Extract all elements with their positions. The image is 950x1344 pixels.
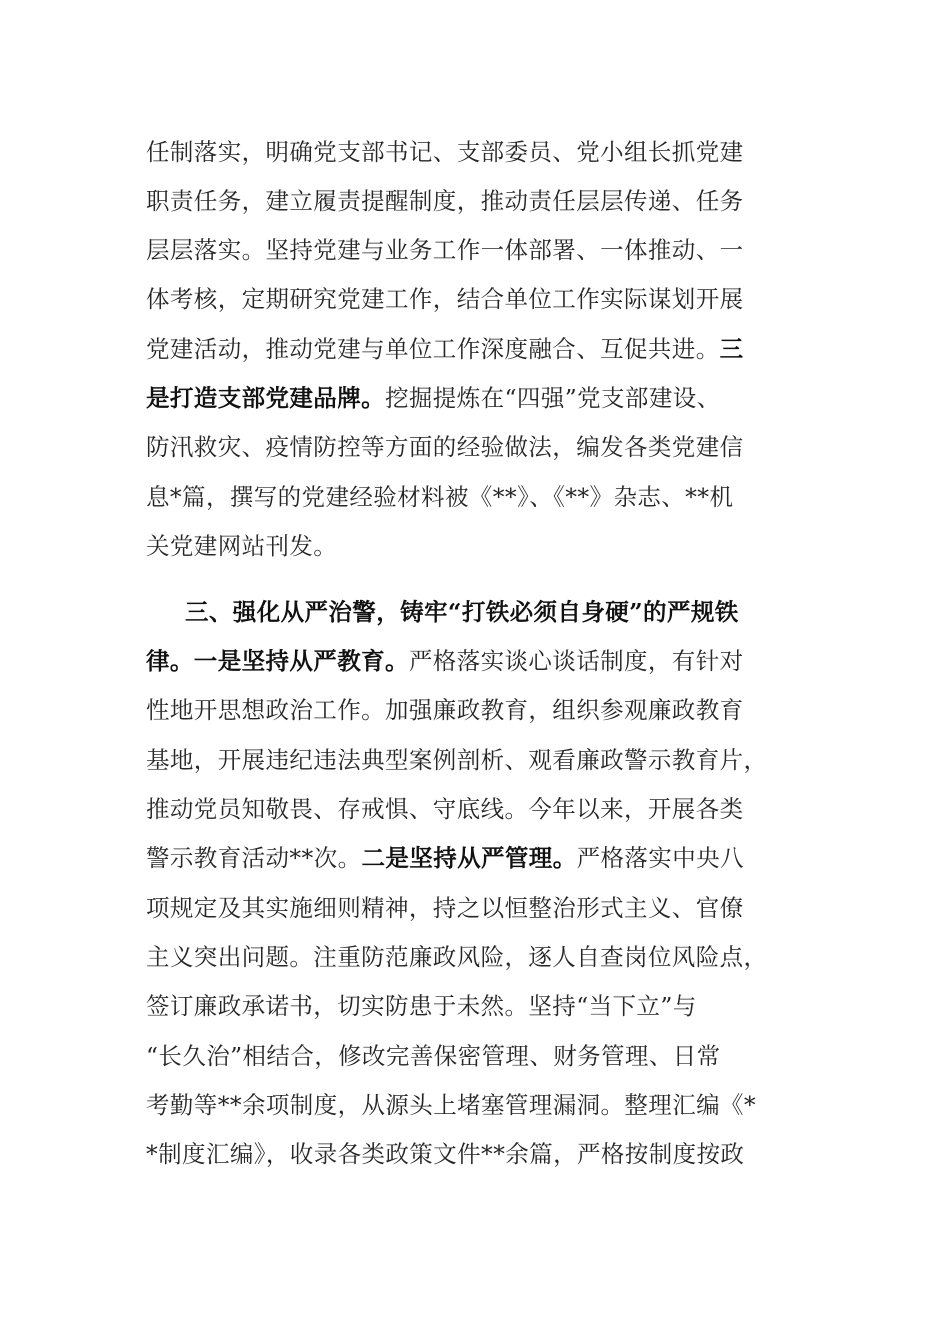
bold-heading-run: 二是坚持从严管理。 (361, 844, 577, 872)
text-line-4 (146, 275, 806, 324)
text-line-12 (146, 686, 806, 735)
text-line-21 (146, 1130, 806, 1179)
text-line-19 (146, 1032, 806, 1081)
text-line-1 (146, 128, 806, 177)
text-line-9 (146, 522, 806, 571)
text-run: “长久治”相结合，修改完善保密管理、财务管理、日常 (146, 1042, 721, 1070)
text-line-3 (146, 226, 806, 275)
text-run: 签订廉政承诺书，切实防患于未然。坚持“当下立”与 (146, 992, 697, 1020)
text-line-14 (146, 785, 806, 834)
text-line-2 (146, 177, 806, 226)
text-line-15 (146, 834, 806, 883)
text-run: 严格落实中央八 (576, 844, 744, 872)
section-heading-line (185, 588, 845, 637)
text-run: 基地，开展违纪违法典型案例剖析、观看廉政警示教育片， (146, 746, 768, 774)
text-line-11 (146, 637, 806, 686)
text-run: 主义突出问题。注重防范廉政风险，逐人自查岗位风险点， (146, 943, 768, 971)
bold-text-run: 三 (719, 335, 744, 363)
text-run: 项规定及其实施细则精神，持之以恒整治形式主义、官僚 (146, 894, 744, 922)
text-line-7 (146, 423, 806, 472)
text-line-6 (146, 374, 806, 423)
text-line-17 (146, 933, 806, 982)
text-line-8 (146, 473, 806, 522)
text-line-13 (146, 736, 806, 785)
text-run: 推动党员知敬畏、存戒惧、守底线。今年以来，开展各类 (146, 795, 744, 823)
text-run: 任制落实，明确党支部书记、支部委员、党小组长抓党建 (146, 138, 744, 166)
text-line-5 (146, 325, 806, 374)
bold-heading-run: 律。一是坚持从严教育。 (146, 647, 409, 675)
text-run: 职责任务，建立履责提醒制度，推动责任层层传递、任务 (146, 187, 744, 215)
text-run: 性地开思想政治工作。加强廉政教育，组织参观廉政教育 (146, 696, 744, 724)
text-run: 严格落实谈心谈话制度，有针对 (408, 647, 744, 675)
text-run: 考勤等**余项制度，从源头上堵塞管理漏洞。整理汇编《* (146, 1091, 757, 1119)
text-run: 防汛救灾、疫情防控等方面的经验做法，编发各类党建信 (146, 433, 744, 461)
text-run: 党建活动，推动党建与单位工作深度融合、互促共进。 (146, 335, 720, 363)
text-run: *制度汇编》，收录各类政策文件**余篇，严格按制度按政 (146, 1140, 745, 1168)
text-line-20 (146, 1081, 806, 1130)
section-heading-run: 三、强化从严治警，铸牢“打铁必须自身硬”的严规铁 (185, 598, 739, 626)
text-run: 警示教育活动**次。 (146, 844, 362, 872)
text-line-18 (146, 982, 806, 1031)
text-run: 层层落实。坚持党建与业务工作一体部署、一体推动、一 (146, 236, 744, 264)
text-run: 息*篇，撰写的党建经验材料被《**》、《**》杂志、**机 (146, 483, 734, 511)
text-run: 挖掘提炼在“四强”党支部建设、 (385, 384, 721, 412)
text-line-16 (146, 884, 806, 933)
bold-heading-run: 是打造支部党建品牌。 (146, 384, 385, 412)
text-run: 体考核，定期研究党建工作，结合单位工作实际谋划开展 (146, 285, 744, 313)
text-run: 关党建网站刊发。 (146, 532, 338, 560)
